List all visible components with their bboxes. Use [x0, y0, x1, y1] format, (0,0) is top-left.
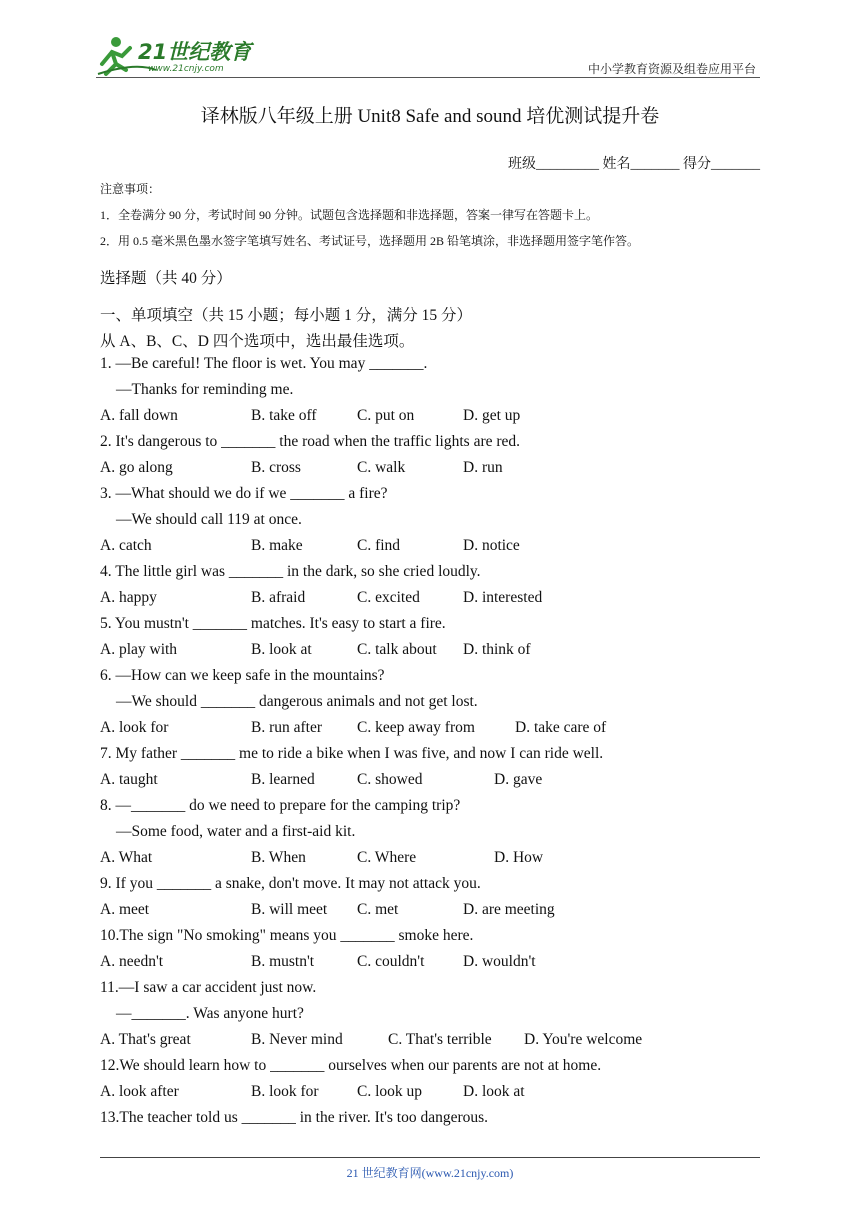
note-item: 1．全卷满分 90 分，考试时间 90 分钟。试题包含选择题和非选择题，答案一律写在答题卡上。: [100, 208, 599, 222]
option-d: D. look at: [463, 1083, 525, 1100]
option-d: D. gave: [494, 771, 543, 788]
option-c: C. put on: [357, 407, 415, 424]
option-d: D. wouldn't: [463, 953, 536, 970]
site-logo: [96, 34, 266, 78]
option-d: D. You're welcome: [524, 1031, 643, 1048]
option-c: C. excited: [357, 589, 420, 606]
section-title: 选择题（共 40 分）: [100, 270, 232, 287]
option-b: B. run after: [251, 719, 323, 736]
header-divider: [96, 77, 760, 78]
question-line: —We should _______ dangerous animals and not get lost.: [116, 693, 478, 710]
option-a: A. go along: [100, 459, 173, 476]
option-a: A. happy: [100, 589, 157, 606]
option-a: A. That's great: [100, 1031, 191, 1048]
question-line: 13.The teacher told us _______ in the river. It's too dangerous.: [100, 1109, 489, 1126]
option-c: C. couldn't: [357, 953, 425, 970]
option-d: D. How: [494, 849, 544, 866]
option-d: D. take care of: [515, 719, 607, 736]
option-b: B. afraid: [251, 589, 306, 606]
question-line: —Thanks for reminding me.: [116, 381, 294, 398]
option-b: B. cross: [251, 459, 301, 476]
question-line: 12.We should learn how to _______ ourselves when our parents are not at home.: [100, 1057, 602, 1074]
option-b: B. When: [251, 849, 306, 866]
option-c: C. That's terrible: [388, 1031, 492, 1048]
question-line: 7. My father _______ me to ride a bike when I was five, and now I can ride well.: [100, 745, 604, 762]
question-line: —Some food, water and a first-aid kit.: [116, 823, 356, 840]
option-a: A. play with: [100, 641, 178, 658]
option-a: A. taught: [100, 771, 158, 788]
logo-url: www.21cnjy.com: [148, 64, 224, 74]
question-line: —We should call 119 at once.: [116, 511, 302, 528]
question-line: 10.The sign "No smoking" means you _______ smoke here.: [100, 927, 474, 944]
option-a: A. look after: [100, 1083, 179, 1100]
option-a: A. catch: [100, 537, 152, 554]
question-line: 9. If you _______ a snake, don't move. It may not attack you.: [100, 875, 481, 892]
option-b: B. will meet: [251, 901, 328, 918]
option-a: A. What: [100, 849, 153, 866]
logo-text: 21世纪教育: [138, 40, 252, 64]
option-c: C. find: [357, 537, 401, 554]
option-c: C. Where: [357, 849, 417, 866]
question-line: 2. It's dangerous to _______ the road when the traffic lights are red.: [100, 433, 521, 450]
option-c: C. walk: [357, 459, 406, 476]
question-line: —_______. Was anyone hurt?: [116, 1005, 304, 1022]
notes-heading: 注意事项：: [100, 182, 161, 196]
option-b: B. look for: [251, 1083, 319, 1100]
option-b: B. mustn't: [251, 953, 315, 970]
question-line: 6. —How can we keep safe in the mountains?: [100, 667, 385, 684]
option-a: A. meet: [100, 901, 150, 918]
option-d: D. think of: [463, 641, 531, 658]
option-d: D. get up: [463, 407, 521, 424]
option-c: C. showed: [357, 771, 423, 788]
option-a: A. fall down: [100, 407, 178, 424]
option-d: D. run: [463, 459, 503, 476]
part-title: 一、单项填空（共 15 小题；每小题 1 分，满分 15 分）: [100, 307, 473, 324]
student-info-fields: 班级_________ 姓名_______ 得分_______: [508, 157, 760, 172]
option-b: B. Never mind: [251, 1031, 343, 1048]
note-item: 2．用 0.5 毫米黑色墨水签字笔填写姓名、考试证号，选择题用 2B 铅笔填涂，非选择题用签字笔作答。: [100, 234, 640, 248]
option-b: B. look at: [251, 641, 312, 658]
option-c: C. met: [357, 901, 399, 918]
option-a: A. look for: [100, 719, 169, 736]
option-a: A. needn't: [100, 953, 164, 970]
question-line: 11.—I saw a car accident just now.: [100, 979, 317, 996]
option-b: B. take off: [251, 407, 317, 424]
option-d: D. interested: [463, 589, 543, 606]
footer-divider: [100, 1157, 760, 1158]
page-title: 译林版八年级上册 Unit8 Safe and sound 培优测试提升卷: [200, 106, 660, 127]
question-line: 8. —_______ do we need to prepare for the camping trip?: [100, 797, 461, 814]
instruction: 从 A、B、C、D 四个选项中，选出最佳选项。: [100, 333, 415, 350]
option-c: C. look up: [357, 1083, 423, 1100]
option-d: D. are meeting: [463, 901, 555, 918]
question-line: 4. The little girl was _______ in the dark, so she cried loudly.: [100, 563, 481, 580]
question-line: 5. You mustn't _______ matches. It's easy to start a fire.: [100, 615, 446, 632]
question-line: 3. —What should we do if we _______ a fire?: [100, 485, 388, 502]
header-platform-text: 中小学教育资源及组卷应用平台: [587, 62, 756, 76]
footer-source: 21 世纪教育网(www.21cnjy.com): [346, 1166, 514, 1180]
option-b: B. make: [251, 537, 303, 554]
option-d: D. notice: [463, 537, 520, 554]
option-b: B. learned: [251, 771, 315, 788]
option-c: C. talk about: [357, 641, 437, 658]
question-line: 1. —Be careful! The floor is wet. You may _______.: [100, 355, 428, 372]
option-c: C. keep away from: [357, 719, 475, 736]
